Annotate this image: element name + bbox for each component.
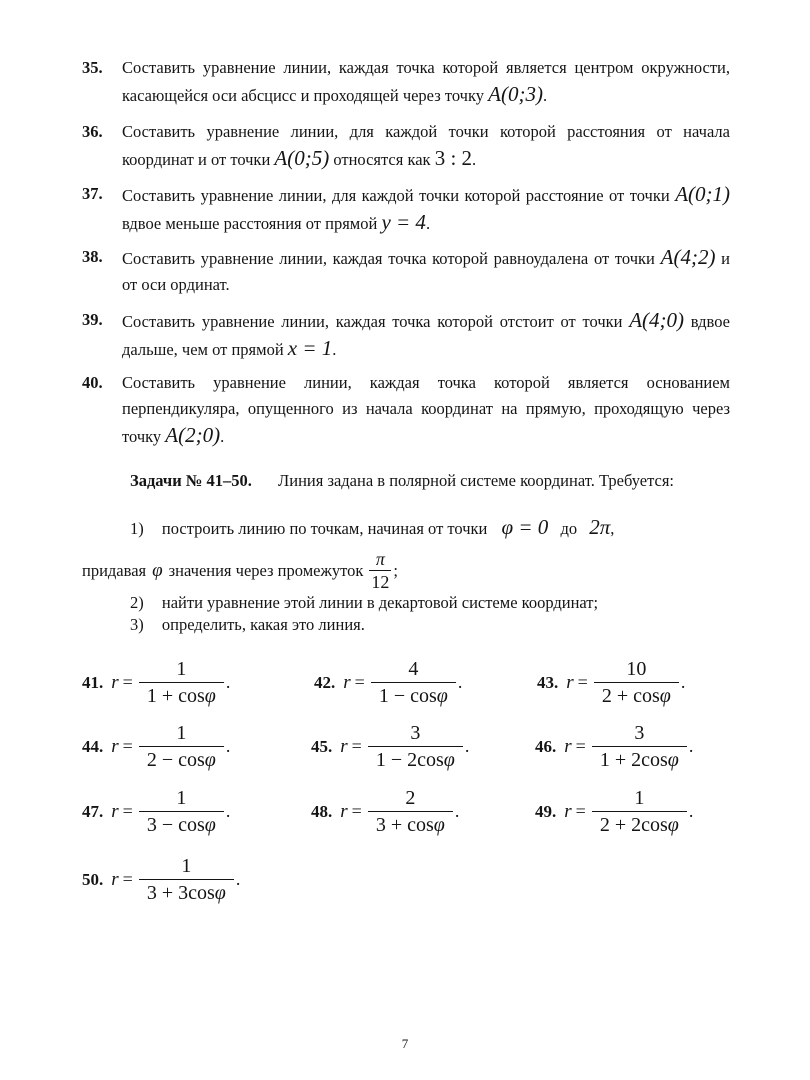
- problem-text: Составить уравнение линии, каждая точка которой является центром окружности, касающейся оси абсцисс и проходящей через точку A(0;3).: [122, 58, 730, 106]
- formula-46: 46. r = $\frac{3}{1 + 2\cos\varphi}$ .: [535, 722, 694, 771]
- problem-number: 37.: [82, 184, 103, 203]
- fraction: $\frac{3}{1 + 2\cos\varphi}$: [592, 720, 687, 773]
- math-line: y = 4: [381, 210, 426, 234]
- math-ratio: 3 : 2: [434, 146, 473, 170]
- fraction: $\frac{3}{1 - 2\cos\varphi}$: [368, 720, 463, 773]
- problem-35: [82, 55, 730, 109]
- math-point: A(0;1): [675, 182, 730, 206]
- formula-50: 50. r = $\frac{1}{3 + 3\cos\varphi}$ .: [82, 855, 241, 904]
- math-line: x = 1: [287, 336, 333, 360]
- formula-48: 48. r = $\frac{2}{3 + \cos\varphi}$ .: [311, 787, 460, 836]
- fraction: $\frac{2}{3 + \cos\varphi}$: [368, 785, 453, 838]
- math-point: A(0;5): [274, 146, 330, 170]
- formula-45: 45. r = $\frac{3}{1 - 2\cos\varphi}$ .: [311, 722, 470, 771]
- requirement-1-continuation: придавая φ значения через промежуток π 12 ;: [82, 549, 398, 592]
- math-phi: φ: [152, 559, 163, 581]
- section-heading-text: Линия задана в полярной системе координат. Требуется:: [278, 471, 675, 490]
- formula-47: 47. r = $\frac{1}{3 - \cos\varphi}$ .: [82, 787, 231, 836]
- math-point: A(4;0): [629, 308, 685, 332]
- formula-44: 44. r = $\frac{1}{2 - \cos\varphi}$ .: [82, 722, 231, 771]
- problem-38: [82, 244, 730, 298]
- math-point: A(4;2): [660, 245, 716, 269]
- math-two-pi: 2π: [589, 515, 611, 539]
- fraction: $\frac{1}{1 + \cos\varphi}$: [139, 656, 224, 709]
- problem-37: [82, 181, 730, 237]
- problem-text: Составить уравнение линии, для каждой точки которой расстояния от начала координат и от точки A(0;5) относятся как 3 : 2.: [122, 122, 730, 170]
- problem-39: [82, 307, 730, 363]
- problem-number: 39.: [82, 310, 103, 329]
- fraction: $\frac{1}{3 + 3\cos\varphi}$: [139, 853, 234, 906]
- requirement-1: 1) построить линию по точкам, начиная от точки φ = 0 до 2π,: [130, 515, 615, 539]
- formula-49: 49. r = $\frac{1}{2 + 2\cos\varphi}$ .: [535, 787, 694, 836]
- math-phi-start: φ = 0: [501, 515, 549, 539]
- page-number: 7: [401, 1036, 409, 1051]
- section-heading-lead: Задачи № 41–50.: [130, 471, 252, 490]
- problem-number: 36.: [82, 122, 103, 141]
- problem-text: Составить уравнение линии, для каждой точки которой расстояние от точки A(0;1) вдвое меньше расстояния от прямой y = 4.: [122, 182, 730, 234]
- fraction: $\frac{4}{1 - \cos\varphi}$: [371, 656, 456, 709]
- problem-text: Составить уравнение линии, каждая точка которой отстоит от точки A(4;0) вдвое дальше, чем от прямой x = 1.: [122, 308, 730, 360]
- formula-42: 42. r = $\frac{4}{1 - \cos\varphi}$ .: [314, 658, 463, 707]
- problem-number: 38.: [82, 247, 103, 266]
- requirement-2: 2) найти уравнение этой линии в декартовой системе координат;: [130, 593, 599, 612]
- requirement-3: 3) определить, какая это линия.: [130, 615, 365, 634]
- fraction: $\frac{10}{2 + \cos\varphi}$: [594, 656, 679, 709]
- problem-36: [82, 119, 730, 173]
- problem-40: [82, 370, 730, 450]
- problem-number: 40.: [82, 373, 103, 392]
- math-fraction-pi-12: π 12: [371, 549, 390, 592]
- problem-text: Составить уравнение линии, каждая точка которой равноудалена от точки A(4;2) и от оси ординат.: [122, 245, 730, 294]
- fraction: $\frac{1}{3 - \cos\varphi}$: [139, 785, 224, 838]
- problem-text: Составить уравнение линии, каждая точка которой является основанием перпендикуляра, опущенного из начала координат на прямую, проходящую через точку A(2;0).: [122, 373, 730, 447]
- formula-43: 43. r = $\frac{10}{2 + \cos\varphi}$ .: [537, 658, 686, 707]
- fraction: $\frac{1}{2 + 2\cos\varphi}$: [592, 785, 687, 838]
- section-heading: [82, 470, 730, 492]
- math-point: A(0;3): [488, 82, 543, 106]
- problem-number: 35.: [82, 58, 103, 77]
- formula-41: 41. r = $\frac{1}{1 + \cos\varphi}$ .: [82, 658, 231, 707]
- fraction: $\frac{1}{2 - \cos\varphi}$: [139, 720, 224, 773]
- math-point: A(2;0): [165, 423, 221, 447]
